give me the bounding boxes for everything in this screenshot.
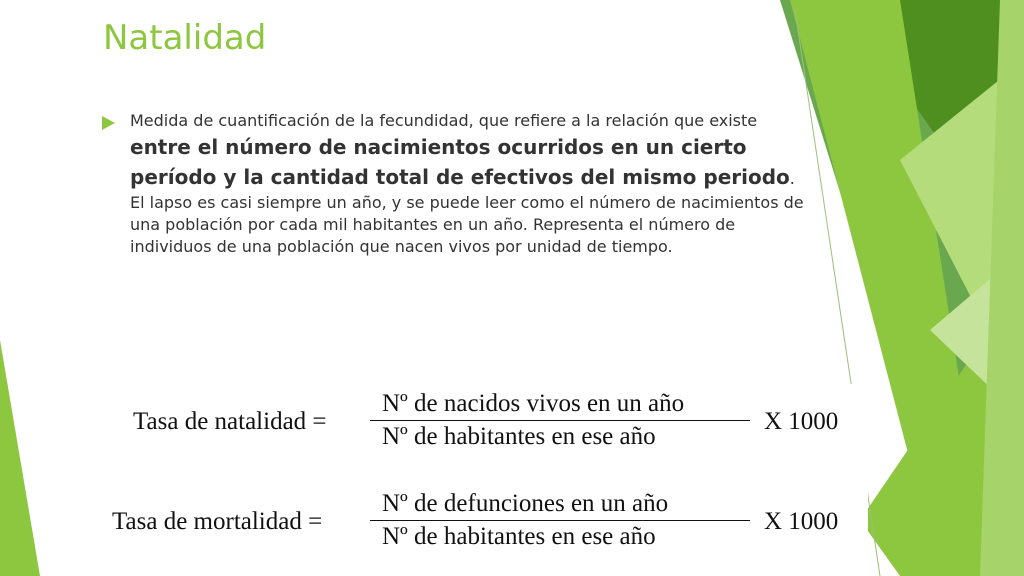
bullet-arrow-icon xyxy=(102,116,115,130)
formula-mortalidad-bar xyxy=(370,520,750,521)
paragraph-emphasis: entre el número de nacimientos ocurridos en un cierto período y la cantidad total de efectivos del mismo periodo xyxy=(130,135,790,189)
formula-natalidad-multiplier: X 1000 xyxy=(764,408,839,435)
slide-title: Natalidad xyxy=(103,18,267,58)
deco-left-triangle xyxy=(0,340,40,576)
formula-natalidad-numerator: Nº de nacidos vivos en un año xyxy=(382,390,685,417)
formula-natalidad-denominator: Nº de habitantes en ese año xyxy=(382,423,656,450)
formula-mortalidad xyxy=(100,484,868,564)
paragraph-part-3: . El lapso es casi siempre un año, y se puede leer como el número de nacimientos de una población por cada mil habitantes en un año. Representa el número de individuos de una población que nacen vivos por unidad de tiempo. xyxy=(130,169,804,256)
formulas-panel xyxy=(100,384,868,564)
formula-mortalidad-fraction xyxy=(370,490,750,551)
formula-natalidad-lhs: Tasa de natalidad = xyxy=(133,408,327,435)
formula-mortalidad-lhs: Tasa de mortalidad = xyxy=(112,508,323,535)
formula-natalidad-bar xyxy=(370,420,750,421)
formula-natalidad xyxy=(100,384,868,464)
formula-mortalidad-multiplier: X 1000 xyxy=(764,508,839,535)
body-paragraph xyxy=(130,110,810,258)
formula-mortalidad-numerator: Nº de defunciones en un año xyxy=(382,490,669,517)
paragraph-part-1: Medida de cuantificación de la fecundidad, que refiere a la relación que existe xyxy=(130,111,758,130)
formula-mortalidad-denominator: Nº de habitantes en ese año xyxy=(382,523,656,550)
formula-natalidad-fraction xyxy=(370,390,750,451)
